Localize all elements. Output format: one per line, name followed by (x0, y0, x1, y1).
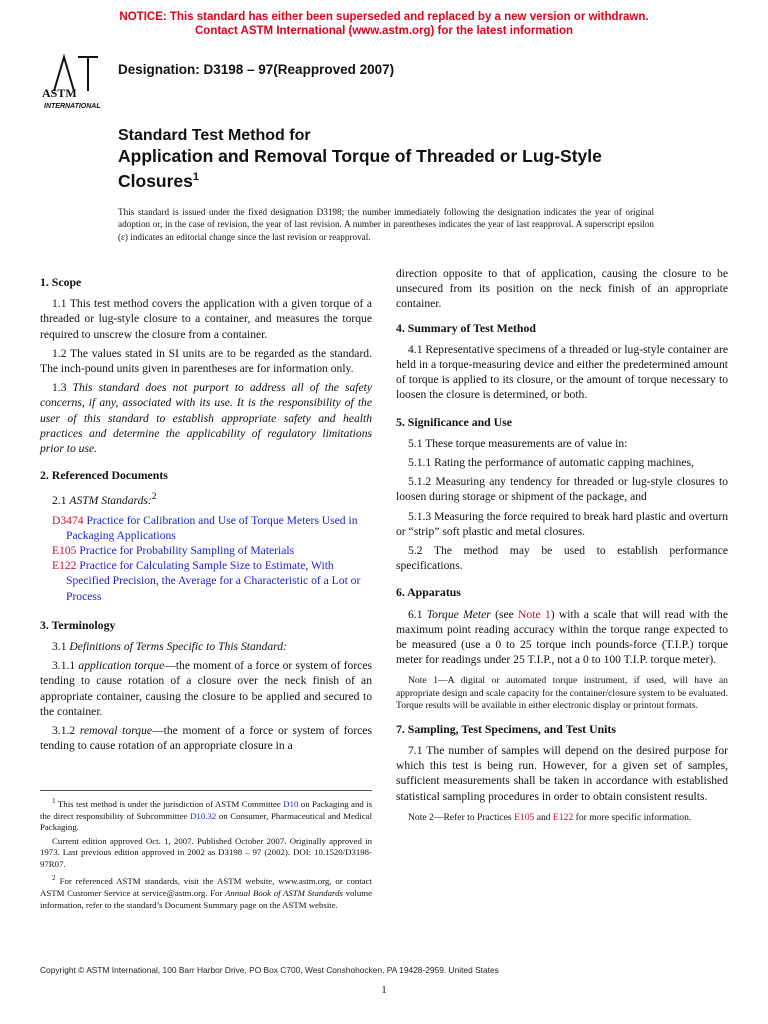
copyright-footer: Copyright © ASTM International, 100 Barr Harbor Drive, PO Box C700, West Conshohocken, PA 19428-2959. United States (40, 965, 499, 975)
ref-title-link[interactable]: Practice for Calculating Sample Size to Estimate, With Specified Precision, the Average for a Characteristic of a Lot or Process (66, 559, 361, 603)
astm-logo (40, 53, 112, 111)
designation: Designation: D3198 – 97(Reapproved 2007) (118, 62, 395, 77)
ref-title-link[interactable]: Practice for Probability Sampling of Materials (79, 543, 295, 557)
note-text: for more specific information. (575, 811, 692, 823)
para-3-1-2 (40, 723, 372, 753)
section-6-heading: 6. Apparatus (396, 585, 461, 600)
footnote-marker: 2 (52, 873, 56, 883)
para-number: 3.1 (52, 639, 67, 653)
note-1 (396, 675, 728, 712)
section-7-heading: 7. Sampling, Test Specimens, and Test Units (396, 721, 616, 736)
title-block (118, 126, 678, 192)
intro-paragraph: This standard is issued under the fixed designation D3198; the number immediately following the designation indicates the year of original adoption or, in the case of revision, the year of last revision. A number in parentheses indicates the year of last reapproval. A superscript epsilon (ε) indicates an editorial change since the last revision or reapproval. (118, 207, 654, 242)
section-2-heading: 2. Referenced Documents (40, 468, 168, 483)
note-label: Note 2 (408, 811, 434, 823)
para-7-1: 7.1 The number of samples will depend on the desired purpose for which this test is being run. However, for a given set of samples, sufficient measurements shall be taken in accordance with established statistical sampling procedures in order to obtain consistent results. (396, 743, 728, 803)
para-number: 3.1.1 (52, 659, 76, 673)
term-removal-torque: removal torque (79, 723, 153, 737)
para-5-1: 5.1 These torque measurements are of value in: (408, 436, 628, 450)
footnote-1 (40, 795, 372, 834)
logo-letters: ASTM (42, 86, 77, 100)
footnote-text: For referenced ASTM standards, visit the ASTM website, www.astm.org, or contact ASTM Customer Service at service@astm.org. For (40, 876, 372, 898)
footnote-text: on Consumer, Pharmaceutical and Medical Packaging. (40, 810, 373, 833)
para-1-3-italic: This standard does not purport to address all of the safety concerns, if any, associated with its use. It is the responsibility of the user of this standard to establish appropriate safety and health practices and determine the applicability of regulatory limitations prior to use. (40, 381, 372, 456)
note-text: —A digital or automated torque instrument, if used, will have an appropriate design and scale capacity for the container/closure system to be evaluated. Torque results will be available in either electronic display or printout formats. (396, 675, 728, 712)
para-number: 3.1.2 (52, 723, 76, 737)
footnotes (40, 790, 372, 913)
ref-e122 (40, 558, 372, 604)
left-column (40, 266, 372, 757)
title-line-1: Standard Test Method for (118, 127, 311, 144)
ref-code-link[interactable]: E105 (52, 543, 77, 557)
section-3-heading: 3. Terminology (40, 617, 116, 632)
para-text: ) with a scale that will read with the maximum point reading accuracy within the torque range expected to be measured (use a 0 to 25 torque inch pounds-force (T.I.P.) torque meter for readings under 25 T.I.P., not a 0 to 100 T.I.P. torque meter). (396, 607, 728, 667)
astm-standards-label: ASTM Standards: (69, 494, 152, 508)
para-5-2: 5.2 The method may be used to establish performance specifications. (396, 544, 728, 573)
footnote-2 (40, 872, 372, 911)
para-3-1-2-continued: direction opposite to that of application, causing the closure to be unsecured from its position on the neck finish of an appropriate container. (396, 267, 728, 311)
para-3-1 (40, 639, 372, 654)
ref-code-link[interactable]: D3474 (52, 513, 84, 527)
note-label: Note 1 (408, 675, 439, 687)
footnote-1-edition: Current edition approved Oct. 1, 2007. Published October 2007. Originally approved in 1973. Last previous edition approved in 2002 as D3198 – 97 (2002). DOI: 10.1520/D3198-97R07. (40, 835, 372, 869)
footnote-text: on Packaging and is the direct responsibility of Subcommittee (40, 798, 373, 821)
para-1-3 (40, 380, 372, 456)
ref-title-link[interactable]: Practice for Calibration and Use of Torque Meters Used in Packaging Applications (66, 513, 358, 542)
para-2-1 (40, 489, 372, 508)
term-application-torque: application torque (78, 659, 165, 673)
ref-d3474 (40, 513, 372, 543)
e122-link[interactable]: E122 (553, 811, 574, 823)
e105-link[interactable]: E105 (514, 811, 535, 823)
footnote-text: volume information, refer to the standard’s Document Summary page on the ASTM website. (40, 888, 373, 910)
footnote-marker: 2 (151, 491, 157, 503)
para-3-1-1 (40, 658, 372, 719)
ref-code-link[interactable]: E122 (52, 559, 77, 573)
section-5-heading: 5. Significance and Use (396, 414, 513, 429)
section-4-heading: 4. Summary of Test Method (396, 320, 536, 335)
title-line-3 (118, 167, 678, 192)
para-5-1-1: 5.1.1 Rating the performance of automatic capping machines, (408, 456, 694, 470)
para-number: 1.3 (52, 381, 67, 395)
para-text: (see (495, 607, 514, 621)
footnote-marker: 1 (52, 796, 56, 805)
note-2 (396, 812, 728, 824)
para-1-1: 1.1 This test method covers the application with a given torque of a threaded or lug-style closure to a container, and measures the torque required to unscrew the closure from a container. (40, 297, 372, 341)
withdrawal-notice (0, 10, 768, 38)
committee-link[interactable]: D10 (283, 798, 299, 809)
title-line-2: Application and Removal Torque of Threaded or Lug-Style (118, 146, 602, 166)
note-text: —Refer to Practices (433, 811, 512, 823)
para-5-1-2: 5.1.2 Measuring any tendency for threaded or lug-style closures to loosen during storage or shipment of the package, and (396, 475, 728, 504)
footnote-text: This test method is under the jurisdiction of ASTM Committee (57, 798, 281, 809)
note-1-link[interactable]: Note 1 (518, 607, 551, 621)
para-number: 2.1 (52, 494, 67, 508)
notice-line-2: Contact ASTM International (www.astm.org) for the latest information (194, 25, 574, 37)
subcommittee-link[interactable]: D10.32 (190, 810, 217, 821)
note-text: and (536, 811, 551, 823)
page-number: 1 (381, 984, 387, 996)
notice-line-1: NOTICE: This standard has either been superseded and replaced by a new version or withdrawn. (119, 11, 649, 23)
ref-e105 (40, 543, 372, 558)
logo-subtext: INTERNATIONAL (44, 103, 101, 110)
para-3-1-italic: Definitions of Terms Specific to This Standard: (69, 639, 287, 653)
definition-text: —the moment of a force or system of forces tending to cause rotation of an appropriate closure in a (40, 723, 372, 753)
title-footnote-marker: 1 (192, 171, 200, 183)
footnote-italic: Annual Book of ASTM Standards (224, 888, 343, 898)
para-number: 6.1 (408, 607, 423, 621)
definition-text: —the moment of a force or system of forces tending to cause rotation of a closure over the neck finish of an appropriate container, causing the closure to be applied and secured to the container. (40, 659, 372, 718)
title-closures: Closures (118, 170, 193, 191)
para-6-1 (396, 607, 728, 668)
para-5-1-3: 5.1.3 Measuring the force required to break hard plastic and overturn or “strip” soft plastic and metal closures. (396, 509, 728, 538)
para-4-1: 4.1 Representative specimens of a threaded or lug-style container are held in a torque-measuring device and either the predetermined amount of torque is applied to its closure, or the amount of torque necessary to loosen the closure is determined, or both. (396, 342, 728, 402)
section-1-heading: 1. Scope (40, 275, 82, 289)
term-torque-meter: Torque Meter (426, 607, 491, 621)
para-1-2: 1.2 The values stated in SI units are to be regarded as the standard. The inch-pound units given in parentheses are for information only. (40, 346, 372, 376)
right-column (396, 266, 728, 832)
